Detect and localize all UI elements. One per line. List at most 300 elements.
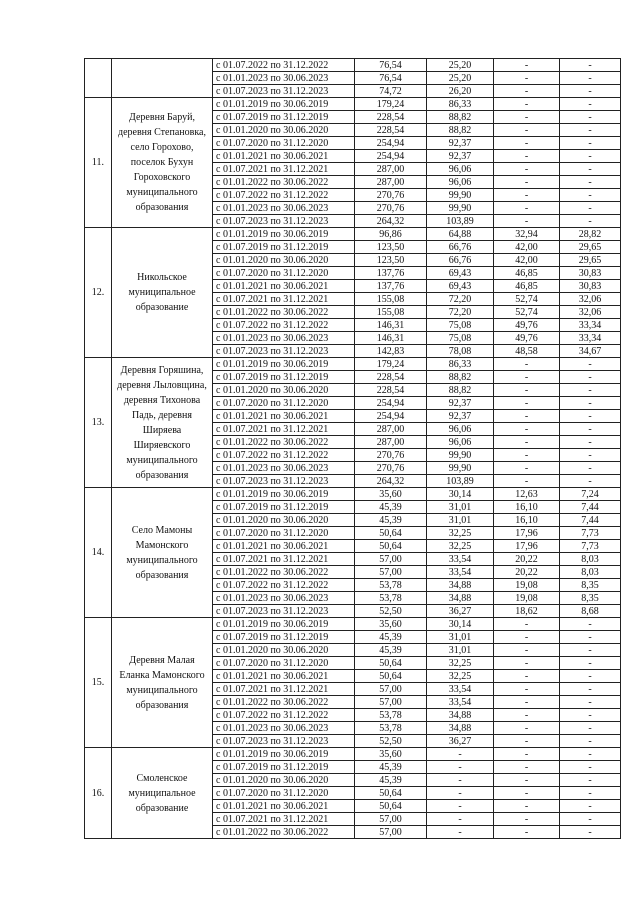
value-cell-1: 228,54 xyxy=(355,371,427,384)
value-cell-4: 7,73 xyxy=(560,540,621,553)
period-cell: с 01.07.2019 по 31.12.2019 xyxy=(213,241,355,254)
value-cell-4: - xyxy=(560,85,621,98)
value-cell-4: 34,67 xyxy=(560,345,621,358)
value-cell-2: 78,08 xyxy=(427,345,494,358)
value-cell-2: 31,01 xyxy=(427,514,494,527)
period-cell: с 01.01.2019 по 30.06.2019 xyxy=(213,618,355,631)
table-row xyxy=(85,228,621,241)
value-cell-2: 32,25 xyxy=(427,657,494,670)
period-cell: с 01.01.2020 по 30.06.2020 xyxy=(213,124,355,137)
value-cell-3: - xyxy=(494,774,560,787)
value-cell-2: 88,82 xyxy=(427,371,494,384)
value-cell-3: - xyxy=(494,657,560,670)
value-cell-1: 228,54 xyxy=(355,111,427,124)
value-cell-2: 36,27 xyxy=(427,735,494,748)
value-cell-3: - xyxy=(494,644,560,657)
value-cell-2: 96,06 xyxy=(427,176,494,189)
period-cell: с 01.07.2019 по 31.12.2019 xyxy=(213,111,355,124)
value-cell-3: 48,58 xyxy=(494,345,560,358)
value-cell-2: 36,27 xyxy=(427,605,494,618)
value-cell-1: 146,31 xyxy=(355,319,427,332)
value-cell-4: - xyxy=(560,72,621,85)
value-cell-1: 50,64 xyxy=(355,800,427,813)
period-cell: с 01.01.2019 по 30.06.2019 xyxy=(213,488,355,501)
value-cell-4: 8,68 xyxy=(560,605,621,618)
period-cell: с 01.07.2020 по 31.12.2020 xyxy=(213,787,355,800)
value-cell-4: - xyxy=(560,787,621,800)
value-cell-4: - xyxy=(560,176,621,189)
value-cell-2: - xyxy=(427,800,494,813)
value-cell-1: 57,00 xyxy=(355,826,427,839)
value-cell-1: 254,94 xyxy=(355,410,427,423)
value-cell-4: - xyxy=(560,774,621,787)
value-cell-4: - xyxy=(560,449,621,462)
value-cell-2: 69,43 xyxy=(427,280,494,293)
value-cell-3: - xyxy=(494,449,560,462)
value-cell-2: 99,90 xyxy=(427,202,494,215)
value-cell-4: - xyxy=(560,397,621,410)
value-cell-3: - xyxy=(494,826,560,839)
value-cell-2: 33,54 xyxy=(427,553,494,566)
period-cell: с 01.07.2021 по 31.12.2021 xyxy=(213,553,355,566)
period-cell: с 01.01.2022 по 30.06.2022 xyxy=(213,566,355,579)
value-cell-1: 137,76 xyxy=(355,267,427,280)
value-cell-1: 264,32 xyxy=(355,475,427,488)
value-cell-1: 264,32 xyxy=(355,215,427,228)
value-cell-2: - xyxy=(427,813,494,826)
period-cell: с 01.01.2022 по 30.06.2022 xyxy=(213,176,355,189)
value-cell-1: 35,60 xyxy=(355,748,427,761)
value-cell-4: 8,03 xyxy=(560,553,621,566)
value-cell-1: 270,76 xyxy=(355,462,427,475)
value-cell-2: 34,88 xyxy=(427,722,494,735)
value-cell-2: 96,06 xyxy=(427,163,494,176)
value-cell-1: 254,94 xyxy=(355,397,427,410)
period-cell: с 01.01.2021 по 30.06.2021 xyxy=(213,670,355,683)
value-cell-1: 57,00 xyxy=(355,566,427,579)
value-cell-3: - xyxy=(494,150,560,163)
value-cell-4: - xyxy=(560,59,621,72)
value-cell-4: - xyxy=(560,683,621,696)
period-cell: с 01.07.2023 по 31.12.2023 xyxy=(213,345,355,358)
value-cell-1: 179,24 xyxy=(355,98,427,111)
value-cell-3: - xyxy=(494,670,560,683)
value-cell-1: 50,64 xyxy=(355,670,427,683)
value-cell-3: - xyxy=(494,761,560,774)
value-cell-1: 35,60 xyxy=(355,618,427,631)
value-cell-2: 103,89 xyxy=(427,215,494,228)
value-cell-3: - xyxy=(494,202,560,215)
period-cell: с 01.07.2019 по 31.12.2019 xyxy=(213,631,355,644)
value-cell-1: 254,94 xyxy=(355,150,427,163)
value-cell-4: 33,34 xyxy=(560,332,621,345)
value-cell-3: - xyxy=(494,72,560,85)
value-cell-1: 57,00 xyxy=(355,683,427,696)
period-cell: с 01.01.2021 по 30.06.2021 xyxy=(213,280,355,293)
value-cell-3: 46,85 xyxy=(494,280,560,293)
value-cell-3: - xyxy=(494,371,560,384)
value-cell-3: - xyxy=(494,176,560,189)
period-cell: с 01.07.2020 по 31.12.2020 xyxy=(213,267,355,280)
value-cell-1: 96,86 xyxy=(355,228,427,241)
value-cell-4: - xyxy=(560,826,621,839)
value-cell-2: 32,25 xyxy=(427,670,494,683)
value-cell-3: - xyxy=(494,397,560,410)
value-cell-4: - xyxy=(560,748,621,761)
value-cell-2: 66,76 xyxy=(427,254,494,267)
value-cell-3: - xyxy=(494,124,560,137)
value-cell-4: - xyxy=(560,735,621,748)
value-cell-4: - xyxy=(560,163,621,176)
value-cell-3: 19,08 xyxy=(494,592,560,605)
value-cell-2: 86,33 xyxy=(427,358,494,371)
value-cell-1: 45,39 xyxy=(355,774,427,787)
value-cell-4: - xyxy=(560,384,621,397)
period-cell: с 01.07.2021 по 31.12.2021 xyxy=(213,683,355,696)
value-cell-4: 8,03 xyxy=(560,566,621,579)
row-number-cell xyxy=(85,59,112,98)
value-cell-2: 96,06 xyxy=(427,436,494,449)
value-cell-3: - xyxy=(494,436,560,449)
value-cell-4: - xyxy=(560,371,621,384)
period-cell: с 01.07.2022 по 31.12.2022 xyxy=(213,449,355,462)
value-cell-1: 57,00 xyxy=(355,813,427,826)
value-cell-4: 30,83 xyxy=(560,280,621,293)
value-cell-2: - xyxy=(427,748,494,761)
value-cell-4: 33,34 xyxy=(560,319,621,332)
value-cell-4: - xyxy=(560,462,621,475)
value-cell-1: 45,39 xyxy=(355,501,427,514)
period-cell: с 01.07.2019 по 31.12.2019 xyxy=(213,371,355,384)
value-cell-3: 20,22 xyxy=(494,566,560,579)
value-cell-4: - xyxy=(560,761,621,774)
value-cell-1: 53,78 xyxy=(355,592,427,605)
value-cell-3: - xyxy=(494,813,560,826)
period-cell: с 01.01.2021 по 30.06.2021 xyxy=(213,150,355,163)
value-cell-2: - xyxy=(427,826,494,839)
value-cell-1: 76,54 xyxy=(355,59,427,72)
value-cell-4: 7,44 xyxy=(560,501,621,514)
value-cell-3: - xyxy=(494,722,560,735)
value-cell-1: 52,50 xyxy=(355,605,427,618)
value-cell-3: - xyxy=(494,462,560,475)
value-cell-2: 92,37 xyxy=(427,410,494,423)
value-cell-4: - xyxy=(560,696,621,709)
value-cell-1: 270,76 xyxy=(355,449,427,462)
value-cell-3: - xyxy=(494,85,560,98)
value-cell-3: 42,00 xyxy=(494,241,560,254)
value-cell-3: - xyxy=(494,410,560,423)
value-cell-1: 123,50 xyxy=(355,241,427,254)
value-cell-2: 33,54 xyxy=(427,566,494,579)
value-cell-4: - xyxy=(560,670,621,683)
value-cell-2: 33,54 xyxy=(427,696,494,709)
period-cell: с 01.01.2022 по 30.06.2022 xyxy=(213,306,355,319)
value-cell-1: 123,50 xyxy=(355,254,427,267)
table-body xyxy=(85,59,621,839)
value-cell-3: 32,94 xyxy=(494,228,560,241)
value-cell-2: 96,06 xyxy=(427,423,494,436)
value-cell-3: 16,10 xyxy=(494,514,560,527)
value-cell-3: 16,10 xyxy=(494,501,560,514)
value-cell-2: 26,20 xyxy=(427,85,494,98)
value-cell-2: 32,25 xyxy=(427,540,494,553)
value-cell-1: 155,08 xyxy=(355,293,427,306)
value-cell-1: 270,76 xyxy=(355,189,427,202)
value-cell-1: 287,00 xyxy=(355,163,427,176)
period-cell: с 01.01.2020 по 30.06.2020 xyxy=(213,644,355,657)
value-cell-2: 72,20 xyxy=(427,306,494,319)
value-cell-1: 53,78 xyxy=(355,709,427,722)
period-cell: с 01.01.2019 по 30.06.2019 xyxy=(213,98,355,111)
period-cell: с 01.01.2021 по 30.06.2021 xyxy=(213,800,355,813)
value-cell-2: 92,37 xyxy=(427,137,494,150)
value-cell-4: 7,24 xyxy=(560,488,621,501)
value-cell-4: 30,83 xyxy=(560,267,621,280)
value-cell-3: 42,00 xyxy=(494,254,560,267)
row-number-cell: 12. xyxy=(85,228,112,358)
period-cell: с 01.01.2020 по 30.06.2020 xyxy=(213,514,355,527)
value-cell-3: - xyxy=(494,98,560,111)
settlement-name-cell xyxy=(112,59,213,98)
value-cell-2: 25,20 xyxy=(427,72,494,85)
value-cell-4: 28,82 xyxy=(560,228,621,241)
value-cell-3: - xyxy=(494,111,560,124)
period-cell: с 01.01.2020 по 30.06.2020 xyxy=(213,254,355,267)
settlement-name-cell: Деревня Горяшина, деревня Лыловщина, деревня Тихонова Падь, деревня Ширяева Ширяевского муниципального образования xyxy=(112,358,213,488)
period-cell: с 01.01.2023 по 30.06.2023 xyxy=(213,332,355,345)
value-cell-2: 103,89 xyxy=(427,475,494,488)
value-cell-1: 45,39 xyxy=(355,631,427,644)
value-cell-2: 32,25 xyxy=(427,527,494,540)
value-cell-2: 99,90 xyxy=(427,189,494,202)
value-cell-1: 228,54 xyxy=(355,124,427,137)
value-cell-2: 31,01 xyxy=(427,644,494,657)
period-cell: с 01.01.2023 по 30.06.2023 xyxy=(213,72,355,85)
settlement-name-cell: Смоленское муниципальное образование xyxy=(112,748,213,839)
period-cell: с 01.07.2023 по 31.12.2023 xyxy=(213,735,355,748)
value-cell-4: 7,44 xyxy=(560,514,621,527)
value-cell-2: 75,08 xyxy=(427,319,494,332)
value-cell-3: - xyxy=(494,735,560,748)
value-cell-3: - xyxy=(494,358,560,371)
value-cell-3: - xyxy=(494,748,560,761)
value-cell-2: 64,88 xyxy=(427,228,494,241)
value-cell-4: - xyxy=(560,124,621,137)
value-cell-3: - xyxy=(494,137,560,150)
value-cell-3: 18,62 xyxy=(494,605,560,618)
value-cell-1: 76,54 xyxy=(355,72,427,85)
value-cell-1: 45,39 xyxy=(355,644,427,657)
period-cell: с 01.01.2019 по 30.06.2019 xyxy=(213,228,355,241)
value-cell-2: 92,37 xyxy=(427,150,494,163)
value-cell-3: 12,63 xyxy=(494,488,560,501)
value-cell-1: 287,00 xyxy=(355,436,427,449)
value-cell-2: 99,90 xyxy=(427,449,494,462)
value-cell-4: 8,35 xyxy=(560,579,621,592)
period-cell: с 01.07.2021 по 31.12.2021 xyxy=(213,163,355,176)
value-cell-3: - xyxy=(494,59,560,72)
value-cell-2: - xyxy=(427,774,494,787)
period-cell: с 01.07.2021 по 31.12.2021 xyxy=(213,813,355,826)
period-cell: с 01.07.2019 по 31.12.2019 xyxy=(213,761,355,774)
period-cell: с 01.07.2021 по 31.12.2021 xyxy=(213,423,355,436)
table-row xyxy=(85,98,621,111)
period-cell: с 01.07.2022 по 31.12.2022 xyxy=(213,709,355,722)
value-cell-2: 33,54 xyxy=(427,683,494,696)
value-cell-4: - xyxy=(560,631,621,644)
row-number-cell: 13. xyxy=(85,358,112,488)
value-cell-4: - xyxy=(560,722,621,735)
value-cell-4: - xyxy=(560,358,621,371)
value-cell-2: - xyxy=(427,787,494,800)
value-cell-2: 34,88 xyxy=(427,592,494,605)
value-cell-3: - xyxy=(494,475,560,488)
value-cell-2: 72,20 xyxy=(427,293,494,306)
value-cell-3: 46,85 xyxy=(494,267,560,280)
value-cell-2: 30,14 xyxy=(427,488,494,501)
period-cell: с 01.01.2022 по 30.06.2022 xyxy=(213,826,355,839)
value-cell-4: - xyxy=(560,436,621,449)
value-cell-1: 228,54 xyxy=(355,384,427,397)
value-cell-4: - xyxy=(560,800,621,813)
period-cell: с 01.01.2023 по 30.06.2023 xyxy=(213,202,355,215)
period-cell: с 01.07.2023 по 31.12.2023 xyxy=(213,475,355,488)
value-cell-2: 34,88 xyxy=(427,709,494,722)
value-cell-3: 19,08 xyxy=(494,579,560,592)
row-number-cell: 16. xyxy=(85,748,112,839)
value-cell-4: - xyxy=(560,137,621,150)
value-cell-1: 50,64 xyxy=(355,540,427,553)
period-cell: с 01.01.2023 по 30.06.2023 xyxy=(213,592,355,605)
value-cell-4: - xyxy=(560,410,621,423)
settlement-name-cell: Никольское муниципальное образование xyxy=(112,228,213,358)
value-cell-1: 179,24 xyxy=(355,358,427,371)
value-cell-1: 53,78 xyxy=(355,579,427,592)
value-cell-1: 287,00 xyxy=(355,423,427,436)
value-cell-3: - xyxy=(494,696,560,709)
row-number-cell: 11. xyxy=(85,98,112,228)
period-cell: с 01.07.2022 по 31.12.2022 xyxy=(213,319,355,332)
row-number-cell: 14. xyxy=(85,488,112,618)
value-cell-2: 25,20 xyxy=(427,59,494,72)
period-cell: с 01.01.2020 по 30.06.2020 xyxy=(213,774,355,787)
value-cell-1: 74,72 xyxy=(355,85,427,98)
table-row xyxy=(85,618,621,631)
settlement-name-cell: Село Мамоны Мамонского муниципального образования xyxy=(112,488,213,618)
value-cell-2: 99,90 xyxy=(427,462,494,475)
value-cell-3: 20,22 xyxy=(494,553,560,566)
value-cell-2: 92,37 xyxy=(427,397,494,410)
value-cell-4: - xyxy=(560,644,621,657)
period-cell: с 01.07.2022 по 31.12.2022 xyxy=(213,189,355,202)
value-cell-4: 8,35 xyxy=(560,592,621,605)
value-cell-3: 52,74 xyxy=(494,293,560,306)
value-cell-4: - xyxy=(560,202,621,215)
period-cell: с 01.01.2022 по 30.06.2022 xyxy=(213,436,355,449)
value-cell-3: - xyxy=(494,631,560,644)
period-cell: с 01.01.2021 по 30.06.2021 xyxy=(213,410,355,423)
table-row xyxy=(85,358,621,371)
value-cell-1: 52,50 xyxy=(355,735,427,748)
value-cell-1: 45,39 xyxy=(355,761,427,774)
value-cell-1: 50,64 xyxy=(355,527,427,540)
value-cell-2: 88,82 xyxy=(427,124,494,137)
value-cell-4: 29,65 xyxy=(560,254,621,267)
value-cell-3: 52,74 xyxy=(494,306,560,319)
period-cell: с 01.07.2020 по 31.12.2020 xyxy=(213,137,355,150)
value-cell-2: 69,43 xyxy=(427,267,494,280)
table-row xyxy=(85,748,621,761)
settlement-name-cell: Деревня Баруй, деревня Степановка, село Горохово, поселок Бухун Гороховского муниципального образования xyxy=(112,98,213,228)
period-cell: с 01.07.2022 по 31.12.2022 xyxy=(213,59,355,72)
period-cell: с 01.07.2023 по 31.12.2023 xyxy=(213,605,355,618)
value-cell-4: 32,06 xyxy=(560,306,621,319)
value-cell-2: - xyxy=(427,761,494,774)
value-cell-1: 35,60 xyxy=(355,488,427,501)
value-cell-3: - xyxy=(494,384,560,397)
value-cell-3: 49,76 xyxy=(494,332,560,345)
period-cell: с 01.07.2023 по 31.12.2023 xyxy=(213,215,355,228)
period-cell: с 01.07.2019 по 31.12.2019 xyxy=(213,501,355,514)
value-cell-4: - xyxy=(560,657,621,670)
value-cell-4: - xyxy=(560,111,621,124)
period-cell: с 01.01.2023 по 30.06.2023 xyxy=(213,722,355,735)
period-cell: с 01.07.2020 по 31.12.2020 xyxy=(213,397,355,410)
value-cell-1: 270,76 xyxy=(355,202,427,215)
value-cell-3: - xyxy=(494,787,560,800)
value-cell-4: 32,06 xyxy=(560,293,621,306)
value-cell-2: 86,33 xyxy=(427,98,494,111)
period-cell: с 01.07.2020 по 31.12.2020 xyxy=(213,527,355,540)
period-cell: с 01.07.2021 по 31.12.2021 xyxy=(213,293,355,306)
value-cell-3: - xyxy=(494,215,560,228)
period-cell: с 01.01.2023 по 30.06.2023 xyxy=(213,462,355,475)
value-cell-2: 31,01 xyxy=(427,501,494,514)
value-cell-3: - xyxy=(494,709,560,722)
value-cell-2: 34,88 xyxy=(427,579,494,592)
value-cell-4: 29,65 xyxy=(560,241,621,254)
value-cell-1: 155,08 xyxy=(355,306,427,319)
value-cell-3: - xyxy=(494,189,560,202)
value-cell-1: 50,64 xyxy=(355,657,427,670)
value-cell-3: 17,96 xyxy=(494,527,560,540)
value-cell-1: 287,00 xyxy=(355,176,427,189)
value-cell-3: - xyxy=(494,683,560,696)
value-cell-1: 137,76 xyxy=(355,280,427,293)
value-cell-2: 75,08 xyxy=(427,332,494,345)
value-cell-1: 146,31 xyxy=(355,332,427,345)
table-row xyxy=(85,488,621,501)
value-cell-3: 49,76 xyxy=(494,319,560,332)
value-cell-1: 53,78 xyxy=(355,722,427,735)
value-cell-4: - xyxy=(560,475,621,488)
value-cell-2: 30,14 xyxy=(427,618,494,631)
value-cell-1: 57,00 xyxy=(355,696,427,709)
period-cell: с 01.01.2022 по 30.06.2022 xyxy=(213,696,355,709)
value-cell-2: 88,82 xyxy=(427,111,494,124)
period-cell: с 01.01.2019 по 30.06.2019 xyxy=(213,358,355,371)
value-cell-3: - xyxy=(494,423,560,436)
value-cell-1: 142,83 xyxy=(355,345,427,358)
value-cell-4: - xyxy=(560,423,621,436)
tariff-table xyxy=(84,58,621,839)
value-cell-1: 45,39 xyxy=(355,514,427,527)
value-cell-4: - xyxy=(560,813,621,826)
value-cell-3: 17,96 xyxy=(494,540,560,553)
value-cell-1: 50,64 xyxy=(355,787,427,800)
value-cell-4: - xyxy=(560,150,621,163)
